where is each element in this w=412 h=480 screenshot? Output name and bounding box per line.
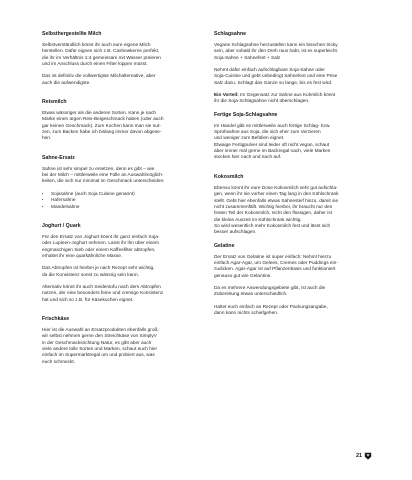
heading-frischkaese: Frischkäse xyxy=(42,315,70,322)
paragraph: Der Ersatz von Gelatine ist super einfach: Nehmt hierzu einfach Agar-Agar, um Gelees, Cremes oder Puddings ein- zudicken. Agar-Agar ist auf Pflanzenbasis und funktioniert genauso gut wie Gelantine. xyxy=(214,254,338,279)
paragraph: Ebenso könnt ihr eure Dose Kokosmilch sehr gut aufschla- gen, wenn ihr sie vorher einen Tag lang in den Kühlschrank stellt. Gebt hier ebenfalls etwas Sahnesteif hinzu, damit sie nicht zusammenfällt. Wichtig hierbei, ihr braucht nur den festen Teil der Kokosmilch, nicht den flüssigen, daher ist die kleine Auszeit im Kühlschrank wichtig. So wird wesentlich mehr Kokosmilch fest und lässt sich besser aufschlagen. xyxy=(214,185,339,236)
paragraph: Vegane Schlagsahne herzustellen kann ein bisschen tricky sein, aber sobald ihr den Dreh raus habt, ist es superleicht. Soja-Sahne + Sahnefest + Salz xyxy=(214,43,339,61)
heading-kokosmilch: Kokosmilch xyxy=(214,173,244,180)
paragraph: Das ist definitiv die vollwertigste Milchalternative, aber auch die aufwendigste. xyxy=(42,74,156,86)
list-item: • Sojasahne (auch Soja Cuisine genannt) xyxy=(51,192,214,198)
paragraph: Alternativ könnt ihr auch Seidentofu nach dem Abtropfen nutzen, der eine besonders feine und cremige Konsistenz hat und sich so z.B. für Käsekuchen eignet. xyxy=(42,284,164,303)
paragraph: Nehmt dafür einfach aufschlagbare Soja-Sahne oder Soja-Cuisine und gebt unbedingt Sahnefest und eine Prise Salz dazu. Schlagt das Ganze so lange, bis es fest wird. xyxy=(214,68,338,86)
paragraph: Hier ist die Auswahl an Ersatzprodukten ebenfalls groß, wir selbst nehmen gerne den Streichkäse von SimplyV in der Geschmacksrichtung Natur, es gibt aber auch viele andere tolle Sorten und Marken, schaut euch hier einfach im Supermarktregal um und probiert aus, was euch schmeckt. xyxy=(42,327,159,365)
bullet-list xyxy=(42,192,214,211)
heading-gelatine: Gelatine xyxy=(214,242,235,249)
bold-lead: Ein Vorteil: xyxy=(214,93,239,99)
logo-shield-icon xyxy=(364,452,372,460)
heading-selbsthergestellte-milch: Selbsthergestellte Milch xyxy=(42,31,102,37)
paragraph: Für den Ersatz von Joghurt könnt ihr ganz einfach Soja- oder Lupinen-Joghurt nehmen. Lasst ihr ihn über einem engmaschigen Sieb oder einem Kaffeefilter abtropfen, erhaltet ihr eine quarkähnliche Masse. xyxy=(42,234,160,259)
heading-reismilch: Reismilch xyxy=(42,99,67,106)
list-item: • Hafersahne xyxy=(51,198,214,204)
paragraph: Haltet euch einfach an Rezept oder Packungsangabe, dann kann nichts schiefgehen. xyxy=(214,304,328,316)
heading-sahne-ersatz: Sahne-Ersatz xyxy=(42,154,75,161)
heading-joghurt-quark: Joghurt / Quark xyxy=(42,222,81,229)
list-item: • Mandelsahne xyxy=(51,205,214,211)
right-column xyxy=(214,31,386,323)
page-footer xyxy=(356,452,372,460)
page-number: 21 xyxy=(356,453,363,459)
paragraph: Etwas wässriger als die anderen Sorten. Kann je nach Marke einen argen Reis-Beigeschmack haben (oder auch gar keinen Geschmack). Zum Kochen kann man sie nut- zen, zum Backen habe ich bislang immer davon abgese- hen. xyxy=(42,111,164,142)
paragraph: Selbstverständlich könnt ihr auch eure eigene Milch herstellen. Dafür eignen sich z.B. Cashewkerne perfekt, die ihr im Verhältnis 1:4 gemeinsam mit Wasser pürieren und im Anschluss durch einen Filter kippen müsst. xyxy=(42,43,161,68)
heading-fertige-soja-schlagsahne: Fertige Soja-Schlagsahne xyxy=(214,111,278,118)
paragraph-vorteil xyxy=(214,93,386,106)
heading-schlagsahne: Schlagsahne xyxy=(214,31,247,37)
paragraph: Sahne ist sehr simpel zu ersetzen, denn es gibt – wie bei der Milch – mittlerweile eine Fülle an Auswahlmöglich- keiten, die sich nur minimal im Geschmack unterscheiden: xyxy=(42,166,165,185)
paragraph: Das Abtropfen ist hierbei je nach Rezept sehr wichtig, da die Konsistenz sonst zu wässrig sein kann. xyxy=(42,266,155,278)
left-column xyxy=(42,31,214,372)
paragraph: Da es mehrere Anwendungsgebiete gibt, ist auch die Zubereitung etwas unterschiedlich. xyxy=(214,285,326,298)
paragraph-text: Im Gegensatz zur Sahne aus Kuhmilch könnt ihr die Soja-Schlagsahne nicht überschlagen. xyxy=(214,93,336,105)
paragraph: Im Handel gibt es mittlerweile auch fertige Schlag- bzw. Sprühsahne aus Soja, die sich eher zum Verzieren und weniger zum Befüllen eignet. Etwaige Fertigpulver sind leider oft nicht vegan, schaut aber immer mal gerne im Backregal nach, viele Marken stocken hier nach und nach auf. xyxy=(214,123,331,161)
